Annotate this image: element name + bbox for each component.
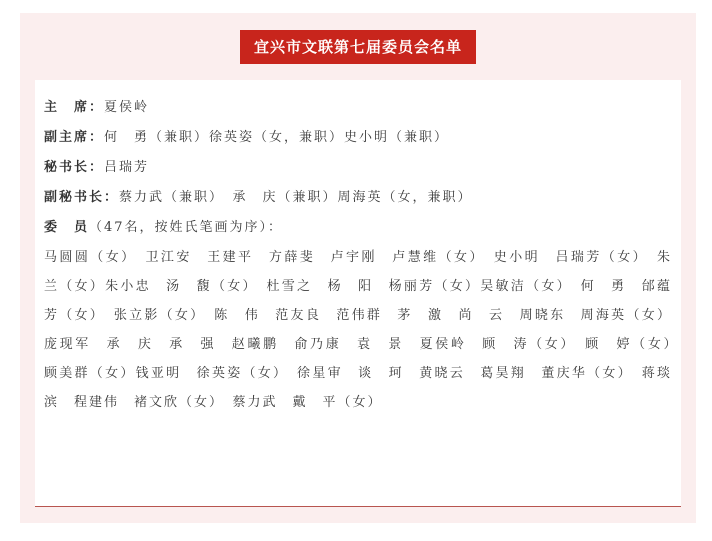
row-deputy-secretary-general xyxy=(44,183,672,213)
row-label: 秘书长： xyxy=(44,160,105,175)
row-label: 副主席： xyxy=(44,130,105,145)
row-label: 副秘书长： xyxy=(44,190,120,205)
row-value: 蔡力武（兼职） 承 庆（兼职）周海英（女，兼职） xyxy=(119,190,473,205)
page-title: 宜兴市文联第七届委员会名单 xyxy=(240,30,476,64)
row-value: 何 勇（兼职）徐英姿（女，兼职）史小明（兼职） xyxy=(104,130,450,145)
bottom-divider xyxy=(35,506,681,507)
committee-list xyxy=(44,93,688,417)
row-label: 主 席： xyxy=(44,100,105,115)
row-value: 夏侯岭 xyxy=(104,100,150,115)
row-value: 吕瑞芳 xyxy=(104,160,150,175)
row-members-heading xyxy=(44,213,672,243)
members-list xyxy=(44,243,688,417)
row-vice-chairman xyxy=(44,123,672,153)
row-secretary-general xyxy=(44,153,672,183)
row-value: （47名，按姓氏笔画为序）： xyxy=(89,220,284,235)
members-text: 马圆圆（女） 卫江安 王建平 方薛斐 卢宇刚 卢慧维（女） 史小明 吕瑞芳（女） 朱 兰（女）朱小忠 汤 馥（女） 杜雪之 杨 阳 杨丽芳（女）吴敏洁（女） 何 勇 邰蕴芳（女） 张立影（女） 陈 伟 范友良 范伟群 茅 激 尚 云 周晓东 周海英（女）庞现军 承 庆 承 强 赵曦鹏 俞乃康 袁 景 夏侯岭 顾 涛（女） 顾 婷（女） 顾美群（女）钱亚明 徐英姿（女） 徐星审 谈 珂 黄晓云 葛昊翔 董庆华（女） 蒋琰滨 程建伟 褚文欣（女） 蔡力武 戴 平（女） xyxy=(44,250,688,410)
row-label: 委 员 xyxy=(44,220,90,235)
row-chairman xyxy=(44,93,672,123)
